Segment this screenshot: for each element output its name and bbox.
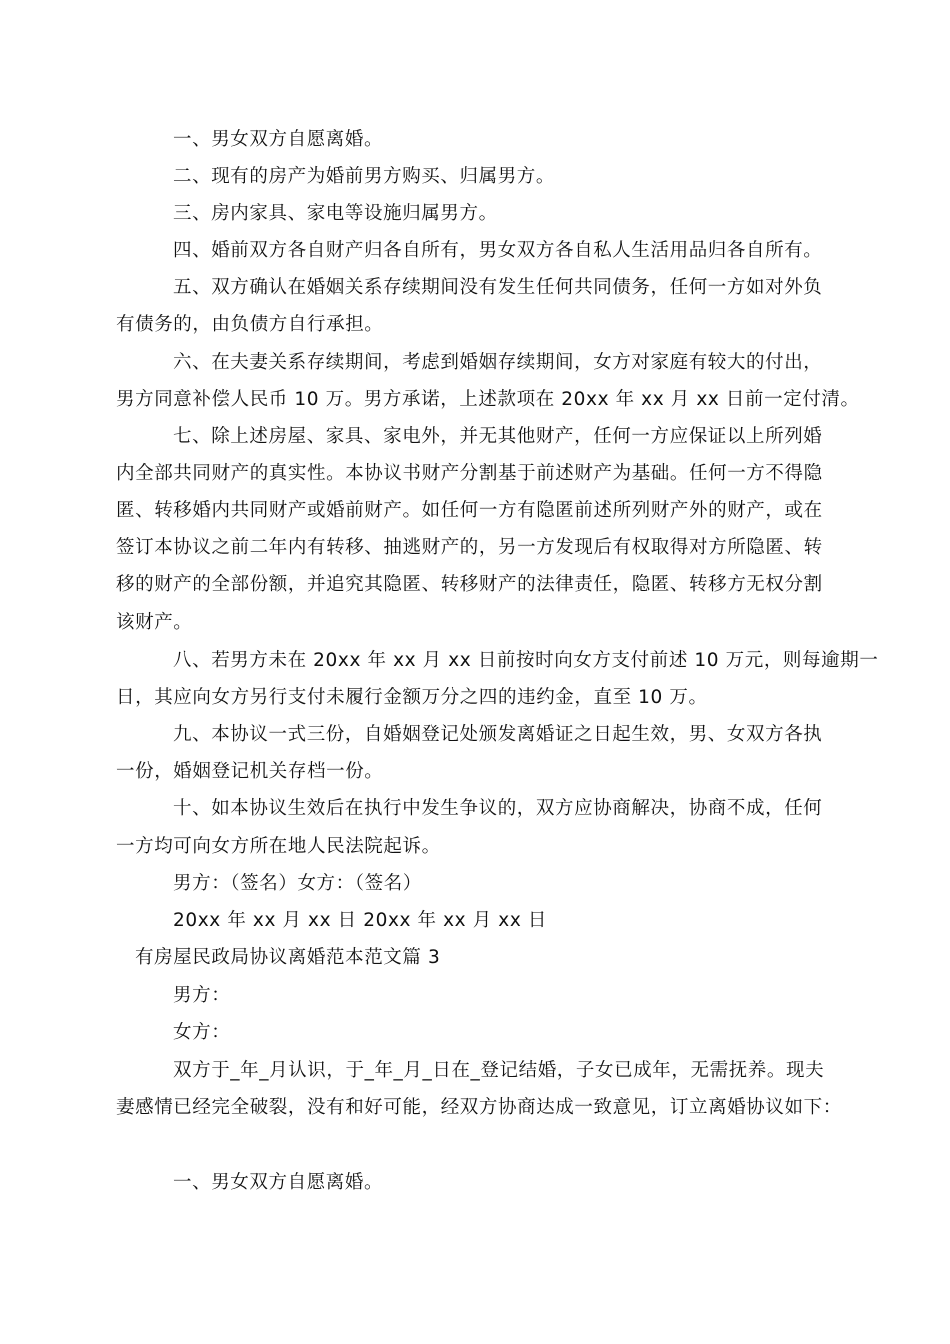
clause-7-line-5: 移的财产的全部份额，并追究其隐匿、转移财产的法律责任，隐匿、转移方无权分割 — [116, 574, 823, 595]
female-party-label: 女方： — [173, 1022, 231, 1043]
clause-7-line-6: 该财产。 — [116, 612, 193, 633]
clause-7-line-1: 七、除上述房屋、家具、家电外，并无其他财产，任何一方应保证以上所列婚 — [173, 426, 823, 447]
clause-6-line-1: 六、在夫妻关系存续期间，考虑到婚姻存续期间，女方对家庭有较大的付出， — [173, 352, 823, 373]
clause-9-line-2: 一份，婚姻登记机关存档一份。 — [116, 761, 384, 782]
date-line: 20xx 年 xx 月 xx 日 20xx 年 xx 月 xx 日 — [173, 910, 547, 931]
clause-10-line-2: 一方均可向女方所在地人民法院起诉。 — [116, 836, 441, 857]
intro-paragraph-line-1: 双方于_年_月认识，于_年_月_日在_登记结婚，子女已成年，无需抚养。现夫 — [173, 1060, 825, 1081]
clause-5-line-2: 有债务的，由负债方自行承担。 — [116, 314, 384, 335]
clause-8-line-2: 日，其应向女方另行支付未履行金额万分之四的违约金，直至 10 万。 — [116, 687, 708, 708]
clause-4: 四、婚前双方各自财产归各自所有，男女双方各自私人生活用品归各自所有。 — [173, 240, 823, 261]
clause-10-line-1: 十、如本协议生效后在执行中发生争议的，双方应协商解决，协商不成，任何 — [173, 798, 823, 819]
clause-7-line-4: 签订本协议之前二年内有转移、抽逃财产的，另一方发现后有权取得对方所隐匿、转 — [116, 537, 823, 558]
clause-5-line-1: 五、双方确认在婚姻关系存续期间没有发生任何共同债务，任何一方如对外负 — [173, 277, 823, 298]
clause-1-repeat: 一、男女双方自愿离婚。 — [173, 1172, 384, 1193]
clause-7-line-2: 内全部共同财产的真实性。本协议书财产分割基于前述财产为基础。任何一方不得隐 — [116, 463, 823, 484]
section-heading: 有房屋民政局协议离婚范本范文篇 3 — [135, 947, 441, 968]
clause-7-line-3: 匿、转移婚内共同财产或婚前财产。如任何一方有隐匿前述所列财产外的财产，或在 — [116, 500, 823, 521]
clause-3: 三、房内家具、家电等设施归属男方。 — [173, 203, 498, 224]
clause-2: 二、现有的房产为婚前男方购买、归属男方。 — [173, 166, 556, 187]
signature-line: 男方：（签名）女方：（签名） — [173, 873, 422, 894]
clause-8-line-1: 八、若男方未在 20xx 年 xx 月 xx 日前按时向女方支付前述 10 万元，则每逾期一 — [173, 650, 879, 671]
intro-paragraph-line-2: 妻感情已经完全破裂，没有和好可能，经双方协商达成一致意见，订立离婚协议如下： — [116, 1097, 842, 1118]
clause-6-line-2: 男方同意补偿人民币 10 万。男方承诺，上述款项在 20xx 年 xx 月 xx 日前一定付清。 — [116, 389, 860, 410]
clause-1: 一、男女双方自愿离婚。 — [173, 129, 384, 150]
clause-9-line-1: 九、本协议一式三份，自婚姻登记处颁发离婚证之日起生效，男、女双方各执 — [173, 724, 823, 745]
male-party-label: 男方： — [173, 985, 231, 1006]
